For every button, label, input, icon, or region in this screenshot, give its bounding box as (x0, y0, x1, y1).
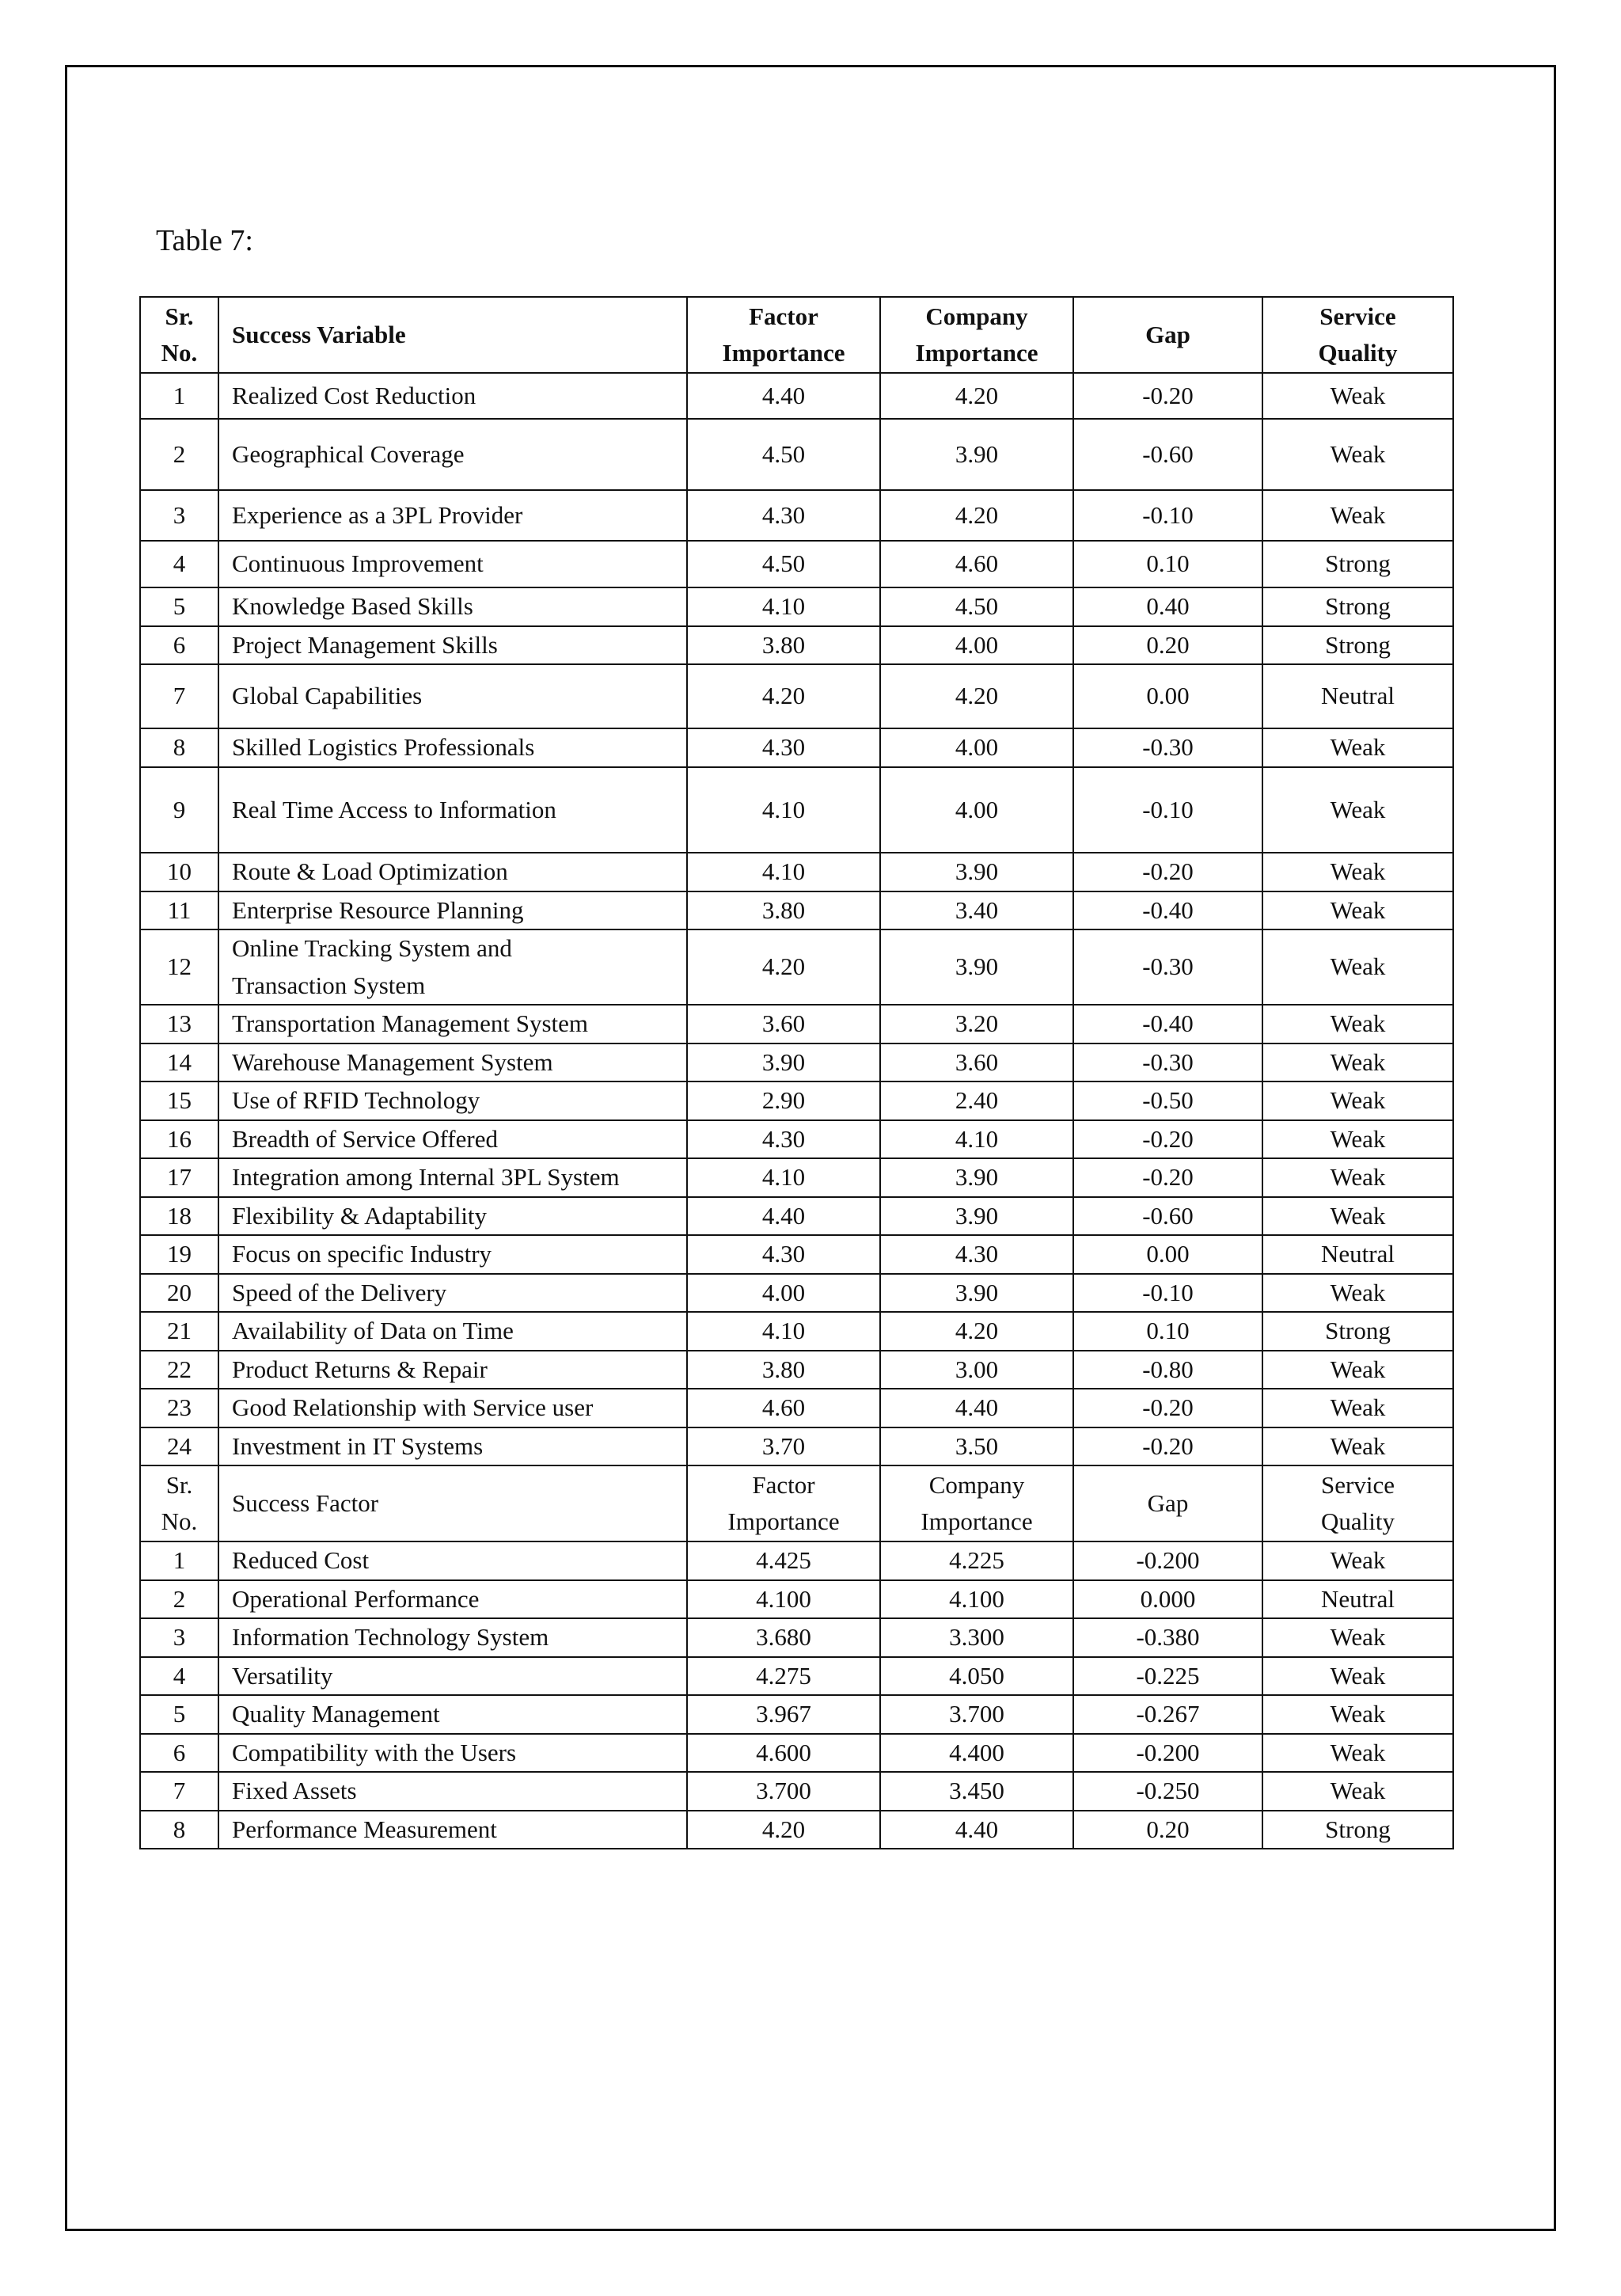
gap-cell: -0.10 (1073, 767, 1262, 853)
company-importance-cell: 3.700 (880, 1695, 1073, 1734)
gap-cell: -0.50 (1073, 1081, 1262, 1120)
company-importance-header: Company Importance (880, 297, 1073, 373)
sr-no-cell: 14 (140, 1043, 218, 1082)
gap-cell: -0.30 (1073, 929, 1262, 1005)
name-cell: Product Returns & Repair (218, 1351, 687, 1389)
service-quality-cell: Weak (1262, 1351, 1453, 1389)
table-row (140, 587, 1453, 626)
service-quality-cell: Strong (1262, 587, 1453, 626)
table-row (140, 541, 1453, 587)
company-importance-cell: 4.20 (880, 1312, 1073, 1351)
company-importance-cell: 4.40 (880, 1389, 1073, 1427)
variable-header: Success Factor (218, 1465, 687, 1541)
sr-no-cell: 1 (140, 1541, 218, 1580)
gap-cell: -0.380 (1073, 1618, 1262, 1657)
sr-no-cell: 8 (140, 1811, 218, 1849)
service-quality-cell: Weak (1262, 728, 1453, 767)
name-cell: Quality Management (218, 1695, 687, 1734)
service-quality-cell: Weak (1262, 419, 1453, 490)
factor-importance-cell: 4.00 (687, 1274, 880, 1313)
name-cell: Reduced Cost (218, 1541, 687, 1580)
service-quality-cell: Neutral (1262, 664, 1453, 728)
name-cell: Warehouse Management System (218, 1043, 687, 1082)
gap-cell: -0.20 (1073, 853, 1262, 891)
sr-no-cell: 8 (140, 728, 218, 767)
table-row (140, 1274, 1453, 1313)
name-cell: Integration among Internal 3PL System (218, 1158, 687, 1197)
factor-importance-cell: 3.680 (687, 1618, 880, 1657)
gap-cell: 0.40 (1073, 587, 1262, 626)
factor-importance-cell: 3.80 (687, 626, 880, 665)
company-importance-cell: 4.00 (880, 626, 1073, 665)
gap-cell: -0.20 (1073, 1158, 1262, 1197)
name-cell: Focus on specific Industry (218, 1235, 687, 1274)
company-importance-cell: 4.100 (880, 1580, 1073, 1619)
service-quality-cell: Weak (1262, 1158, 1453, 1197)
sr-no-cell: 6 (140, 626, 218, 665)
table-row (140, 1158, 1453, 1197)
service-quality-cell: Weak (1262, 929, 1453, 1005)
name-cell: Investment in IT Systems (218, 1427, 687, 1466)
sr-no-cell: 18 (140, 1197, 218, 1236)
company-importance-cell: 3.50 (880, 1427, 1073, 1466)
factor-importance-cell: 3.70 (687, 1427, 880, 1466)
service-quality-cell: Weak (1262, 853, 1453, 891)
name-cell: Versatility (218, 1657, 687, 1696)
company-importance-cell: 3.20 (880, 1005, 1073, 1043)
factor-importance-cell: 3.60 (687, 1005, 880, 1043)
gap-cell: -0.20 (1073, 1389, 1262, 1427)
name-cell: Compatibility with the Users (218, 1734, 687, 1773)
sr-no-cell: 13 (140, 1005, 218, 1043)
factor-importance-cell: 4.20 (687, 1811, 880, 1849)
gap-cell: -0.10 (1073, 1274, 1262, 1313)
service-quality-cell: Weak (1262, 1197, 1453, 1236)
company-importance-cell: 4.10 (880, 1120, 1073, 1159)
factor-importance-cell: 3.700 (687, 1772, 880, 1811)
factor-importance-cell: 4.100 (687, 1580, 880, 1619)
company-importance-cell: 3.00 (880, 1351, 1073, 1389)
name-cell: Real Time Access to Information (218, 767, 687, 853)
table-row (140, 1695, 1453, 1734)
gap-header: Gap (1073, 297, 1262, 373)
gap-cell: -0.225 (1073, 1657, 1262, 1696)
name-cell: Breadth of Service Offered (218, 1120, 687, 1159)
company-importance-cell: 3.90 (880, 1158, 1073, 1197)
service-quality-cell: Weak (1262, 1734, 1453, 1773)
gap-cell: -0.20 (1073, 1427, 1262, 1466)
company-importance-cell: 3.90 (880, 1197, 1073, 1236)
service-quality-cell: Weak (1262, 1618, 1453, 1657)
table-row (140, 1081, 1453, 1120)
sr-no-cell: 7 (140, 664, 218, 728)
sr-no-cell: 3 (140, 1618, 218, 1657)
table-row (140, 1005, 1453, 1043)
service-quality-cell: Neutral (1262, 1235, 1453, 1274)
table-row (140, 1120, 1453, 1159)
table-caption: Table 7: (156, 224, 253, 257)
table-row (140, 767, 1453, 853)
factor-importance-cell: 4.50 (687, 541, 880, 587)
table-row (140, 1197, 1453, 1236)
company-importance-cell: 4.225 (880, 1541, 1073, 1580)
table-row (140, 373, 1453, 419)
sr-no-cell: 12 (140, 929, 218, 1005)
factor-importance-cell: 3.90 (687, 1043, 880, 1082)
sr-no-cell: 20 (140, 1274, 218, 1313)
company-importance-cell: 3.90 (880, 1274, 1073, 1313)
factor-importance-cell: 4.40 (687, 1197, 880, 1236)
factor-importance-cell: 4.20 (687, 929, 880, 1005)
name-cell: Continuous Improvement (218, 541, 687, 587)
company-importance-cell: 4.00 (880, 728, 1073, 767)
company-importance-cell: 3.60 (880, 1043, 1073, 1082)
gap-cell: -0.30 (1073, 1043, 1262, 1082)
gap-cell: -0.40 (1073, 891, 1262, 930)
sr-no-cell: 11 (140, 891, 218, 930)
table-row (140, 853, 1453, 891)
gap-cell: 0.20 (1073, 1811, 1262, 1849)
sr-no-cell: 2 (140, 1580, 218, 1619)
table-row (140, 1389, 1453, 1427)
gap-cell: -0.267 (1073, 1695, 1262, 1734)
name-cell: Knowledge Based Skills (218, 587, 687, 626)
factor-importance-header: Factor Importance (687, 297, 880, 373)
gap-cell: -0.80 (1073, 1351, 1262, 1389)
company-importance-cell: 4.40 (880, 1811, 1073, 1849)
factor-importance-cell: 4.10 (687, 853, 880, 891)
company-importance-cell: 4.20 (880, 664, 1073, 728)
factor-importance-cell: 4.50 (687, 419, 880, 490)
service-quality-cell: Weak (1262, 1772, 1453, 1811)
sr-no-cell: 1 (140, 373, 218, 419)
variable-header: Success Variable (218, 297, 687, 373)
factor-importance-cell: 4.20 (687, 664, 880, 728)
gap-cell: 0.00 (1073, 664, 1262, 728)
gap-cell: -0.30 (1073, 728, 1262, 767)
name-cell: Online Tracking System and Transaction System (218, 929, 687, 1005)
header-row-variables (140, 297, 1453, 373)
service-quality-cell: Weak (1262, 1695, 1453, 1734)
table-row (140, 1734, 1453, 1773)
name-cell: Good Relationship with Service user (218, 1389, 687, 1427)
factor-importance-header: Factor Importance (687, 1465, 880, 1541)
sr-no-cell: 16 (140, 1120, 218, 1159)
table-row (140, 664, 1453, 728)
service-quality-cell: Weak (1262, 1657, 1453, 1696)
table-row (140, 1618, 1453, 1657)
table-row (140, 1351, 1453, 1389)
service-quality-cell: Weak (1262, 373, 1453, 419)
service-quality-cell: Weak (1262, 1274, 1453, 1313)
name-cell: Global Capabilities (218, 664, 687, 728)
gap-cell: 0.000 (1073, 1580, 1262, 1619)
sr-no-header: Sr. No. (140, 297, 218, 373)
gap-cell: 0.10 (1073, 541, 1262, 587)
company-importance-cell: 4.60 (880, 541, 1073, 587)
sr-no-cell: 15 (140, 1081, 218, 1120)
service-quality-cell: Weak (1262, 1081, 1453, 1120)
company-importance-cell: 3.90 (880, 419, 1073, 490)
service-quality-cell: Weak (1262, 1120, 1453, 1159)
name-cell: Realized Cost Reduction (218, 373, 687, 419)
gap-cell: -0.60 (1073, 419, 1262, 490)
factor-importance-cell: 4.10 (687, 767, 880, 853)
sr-no-cell: 7 (140, 1772, 218, 1811)
service-quality-cell: Weak (1262, 1427, 1453, 1466)
sr-no-cell: 10 (140, 853, 218, 891)
sr-no-header: Sr. No. (140, 1465, 218, 1541)
sr-no-cell: 4 (140, 1657, 218, 1696)
factor-importance-cell: 3.80 (687, 891, 880, 930)
name-cell: Transportation Management System (218, 1005, 687, 1043)
service-quality-cell: Strong (1262, 541, 1453, 587)
service-quality-cell: Weak (1262, 891, 1453, 930)
company-importance-cell: 3.90 (880, 853, 1073, 891)
table-row (140, 1312, 1453, 1351)
company-importance-cell: 3.450 (880, 1772, 1073, 1811)
sr-no-cell: 9 (140, 767, 218, 853)
name-cell: Speed of the Delivery (218, 1274, 687, 1313)
factor-importance-cell: 4.10 (687, 1158, 880, 1197)
name-cell: Information Technology System (218, 1618, 687, 1657)
name-cell: Availability of Data on Time (218, 1312, 687, 1351)
company-importance-cell: 4.20 (880, 490, 1073, 541)
name-cell: Flexibility & Adaptability (218, 1197, 687, 1236)
service-quality-header: Service Quality (1262, 1465, 1453, 1541)
name-cell: Route & Load Optimization (218, 853, 687, 891)
gap-cell: -0.250 (1073, 1772, 1262, 1811)
table-row (140, 891, 1453, 930)
table-row (140, 490, 1453, 541)
sr-no-cell: 3 (140, 490, 218, 541)
table-row (140, 1235, 1453, 1274)
factor-importance-cell: 4.60 (687, 1389, 880, 1427)
sr-no-cell: 2 (140, 419, 218, 490)
name-cell: Fixed Assets (218, 1772, 687, 1811)
factor-importance-cell: 4.30 (687, 1120, 880, 1159)
gap-cell: -0.60 (1073, 1197, 1262, 1236)
service-quality-cell: Weak (1262, 1005, 1453, 1043)
service-quality-cell: Neutral (1262, 1580, 1453, 1619)
gap-header: Gap (1073, 1465, 1262, 1541)
sr-no-cell: 6 (140, 1734, 218, 1773)
service-quality-cell: Weak (1262, 1389, 1453, 1427)
gap-cell: -0.20 (1073, 1120, 1262, 1159)
company-importance-cell: 2.40 (880, 1081, 1073, 1120)
factor-importance-cell: 4.425 (687, 1541, 880, 1580)
table-row (140, 1772, 1453, 1811)
gap-cell: 0.10 (1073, 1312, 1262, 1351)
factor-importance-cell: 2.90 (687, 1081, 880, 1120)
sr-no-cell: 23 (140, 1389, 218, 1427)
company-importance-cell: 3.300 (880, 1618, 1073, 1657)
factor-importance-cell: 4.30 (687, 1235, 880, 1274)
service-quality-cell: Weak (1262, 1541, 1453, 1580)
gap-analysis-table (139, 296, 1454, 1849)
table-row (140, 1811, 1453, 1849)
name-cell: Enterprise Resource Planning (218, 891, 687, 930)
company-importance-cell: 4.00 (880, 767, 1073, 853)
gap-cell: 0.00 (1073, 1235, 1262, 1274)
company-importance-header: Company Importance (880, 1465, 1073, 1541)
table-row (140, 929, 1453, 1005)
company-importance-cell: 4.50 (880, 587, 1073, 626)
gap-cell: -0.200 (1073, 1541, 1262, 1580)
name-cell: Geographical Coverage (218, 419, 687, 490)
service-quality-cell: Strong (1262, 626, 1453, 665)
sr-no-cell: 4 (140, 541, 218, 587)
sr-no-cell: 22 (140, 1351, 218, 1389)
sr-no-cell: 19 (140, 1235, 218, 1274)
service-quality-cell: Weak (1262, 490, 1453, 541)
name-cell: Use of RFID Technology (218, 1081, 687, 1120)
factor-importance-cell: 4.10 (687, 1312, 880, 1351)
table-row (140, 728, 1453, 767)
name-cell: Skilled Logistics Professionals (218, 728, 687, 767)
factor-importance-cell: 4.30 (687, 728, 880, 767)
sr-no-cell: 21 (140, 1312, 218, 1351)
sr-no-cell: 17 (140, 1158, 218, 1197)
company-importance-cell: 3.90 (880, 929, 1073, 1005)
gap-cell: -0.200 (1073, 1734, 1262, 1773)
company-importance-cell: 4.30 (880, 1235, 1073, 1274)
table-row (140, 1043, 1453, 1082)
factor-importance-cell: 4.40 (687, 373, 880, 419)
name-cell: Operational Performance (218, 1580, 687, 1619)
table-row (140, 419, 1453, 490)
gap-cell: 0.20 (1073, 626, 1262, 665)
service-quality-cell: Strong (1262, 1312, 1453, 1351)
service-quality-cell: Weak (1262, 767, 1453, 853)
gap-cell: -0.40 (1073, 1005, 1262, 1043)
gap-cell: -0.20 (1073, 373, 1262, 419)
service-quality-header: Service Quality (1262, 297, 1453, 373)
company-importance-cell: 4.050 (880, 1657, 1073, 1696)
factor-importance-cell: 4.275 (687, 1657, 880, 1696)
factor-importance-cell: 4.30 (687, 490, 880, 541)
gap-cell: -0.10 (1073, 490, 1262, 541)
factor-importance-cell: 4.600 (687, 1734, 880, 1773)
sr-no-cell: 5 (140, 1695, 218, 1734)
sr-no-cell: 24 (140, 1427, 218, 1466)
company-importance-cell: 4.400 (880, 1734, 1073, 1773)
factor-importance-cell: 4.10 (687, 587, 880, 626)
company-importance-cell: 3.40 (880, 891, 1073, 930)
table-row (140, 1541, 1453, 1580)
name-cell: Performance Measurement (218, 1811, 687, 1849)
name-cell: Experience as a 3PL Provider (218, 490, 687, 541)
company-importance-cell: 4.20 (880, 373, 1073, 419)
table-row (140, 1657, 1453, 1696)
name-cell: Project Management Skills (218, 626, 687, 665)
header-row-factors (140, 1465, 1453, 1541)
table-row (140, 1580, 1453, 1619)
sr-no-cell: 5 (140, 587, 218, 626)
factor-importance-cell: 3.967 (687, 1695, 880, 1734)
factor-importance-cell: 3.80 (687, 1351, 880, 1389)
table-row (140, 1427, 1453, 1466)
service-quality-cell: Weak (1262, 1043, 1453, 1082)
service-quality-cell: Strong (1262, 1811, 1453, 1849)
table-row (140, 626, 1453, 665)
